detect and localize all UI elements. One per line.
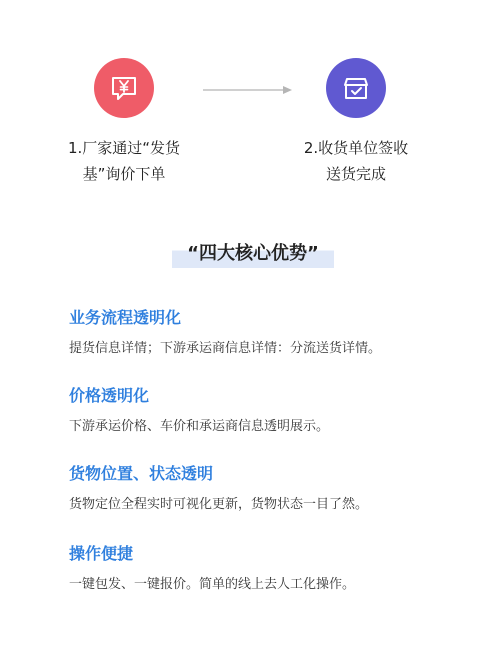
arrow-right-icon — [203, 85, 293, 95]
feature-description: 货物定位全程实时可视化更新，货物状态一目了然。 — [69, 497, 369, 512]
feature-item — [69, 543, 479, 595]
feature-item — [69, 385, 479, 437]
step-2-icon-circle — [326, 58, 386, 118]
box-check-icon — [341, 73, 371, 103]
step-2-label-line-1: 2.收货单位签收 — [303, 139, 409, 157]
feature-title: 价格透明化 — [69, 386, 150, 405]
feature-description: 一键包发、一键报价。简单的线上去人工化操作。 — [69, 577, 356, 592]
feature-title: 业务流程透明化 — [69, 308, 182, 327]
section-title: “四大核心优势” — [172, 240, 334, 268]
feature-description: 提货信息详情；下游承运商信息详情：分流送货详情。 — [69, 341, 382, 356]
feature-item — [69, 463, 479, 515]
feature-title: 货物位置、状态透明 — [69, 464, 214, 483]
step-1-label-line-1: 1.厂家通过“发货 — [67, 139, 181, 157]
step-2-label-line-2: 送货完成 — [325, 165, 386, 183]
step-1-label-line-2: 基”询价下单 — [82, 165, 166, 183]
feature-item — [69, 307, 479, 359]
feature-description: 下游承运价格、车价和承运商信息透明展示。 — [69, 419, 330, 434]
yen-chat-icon — [109, 73, 139, 103]
step-2-label — [266, 135, 446, 187]
step-1-label — [34, 135, 214, 187]
step-1-icon-circle — [94, 58, 154, 118]
feature-title: 操作便捷 — [69, 544, 134, 563]
